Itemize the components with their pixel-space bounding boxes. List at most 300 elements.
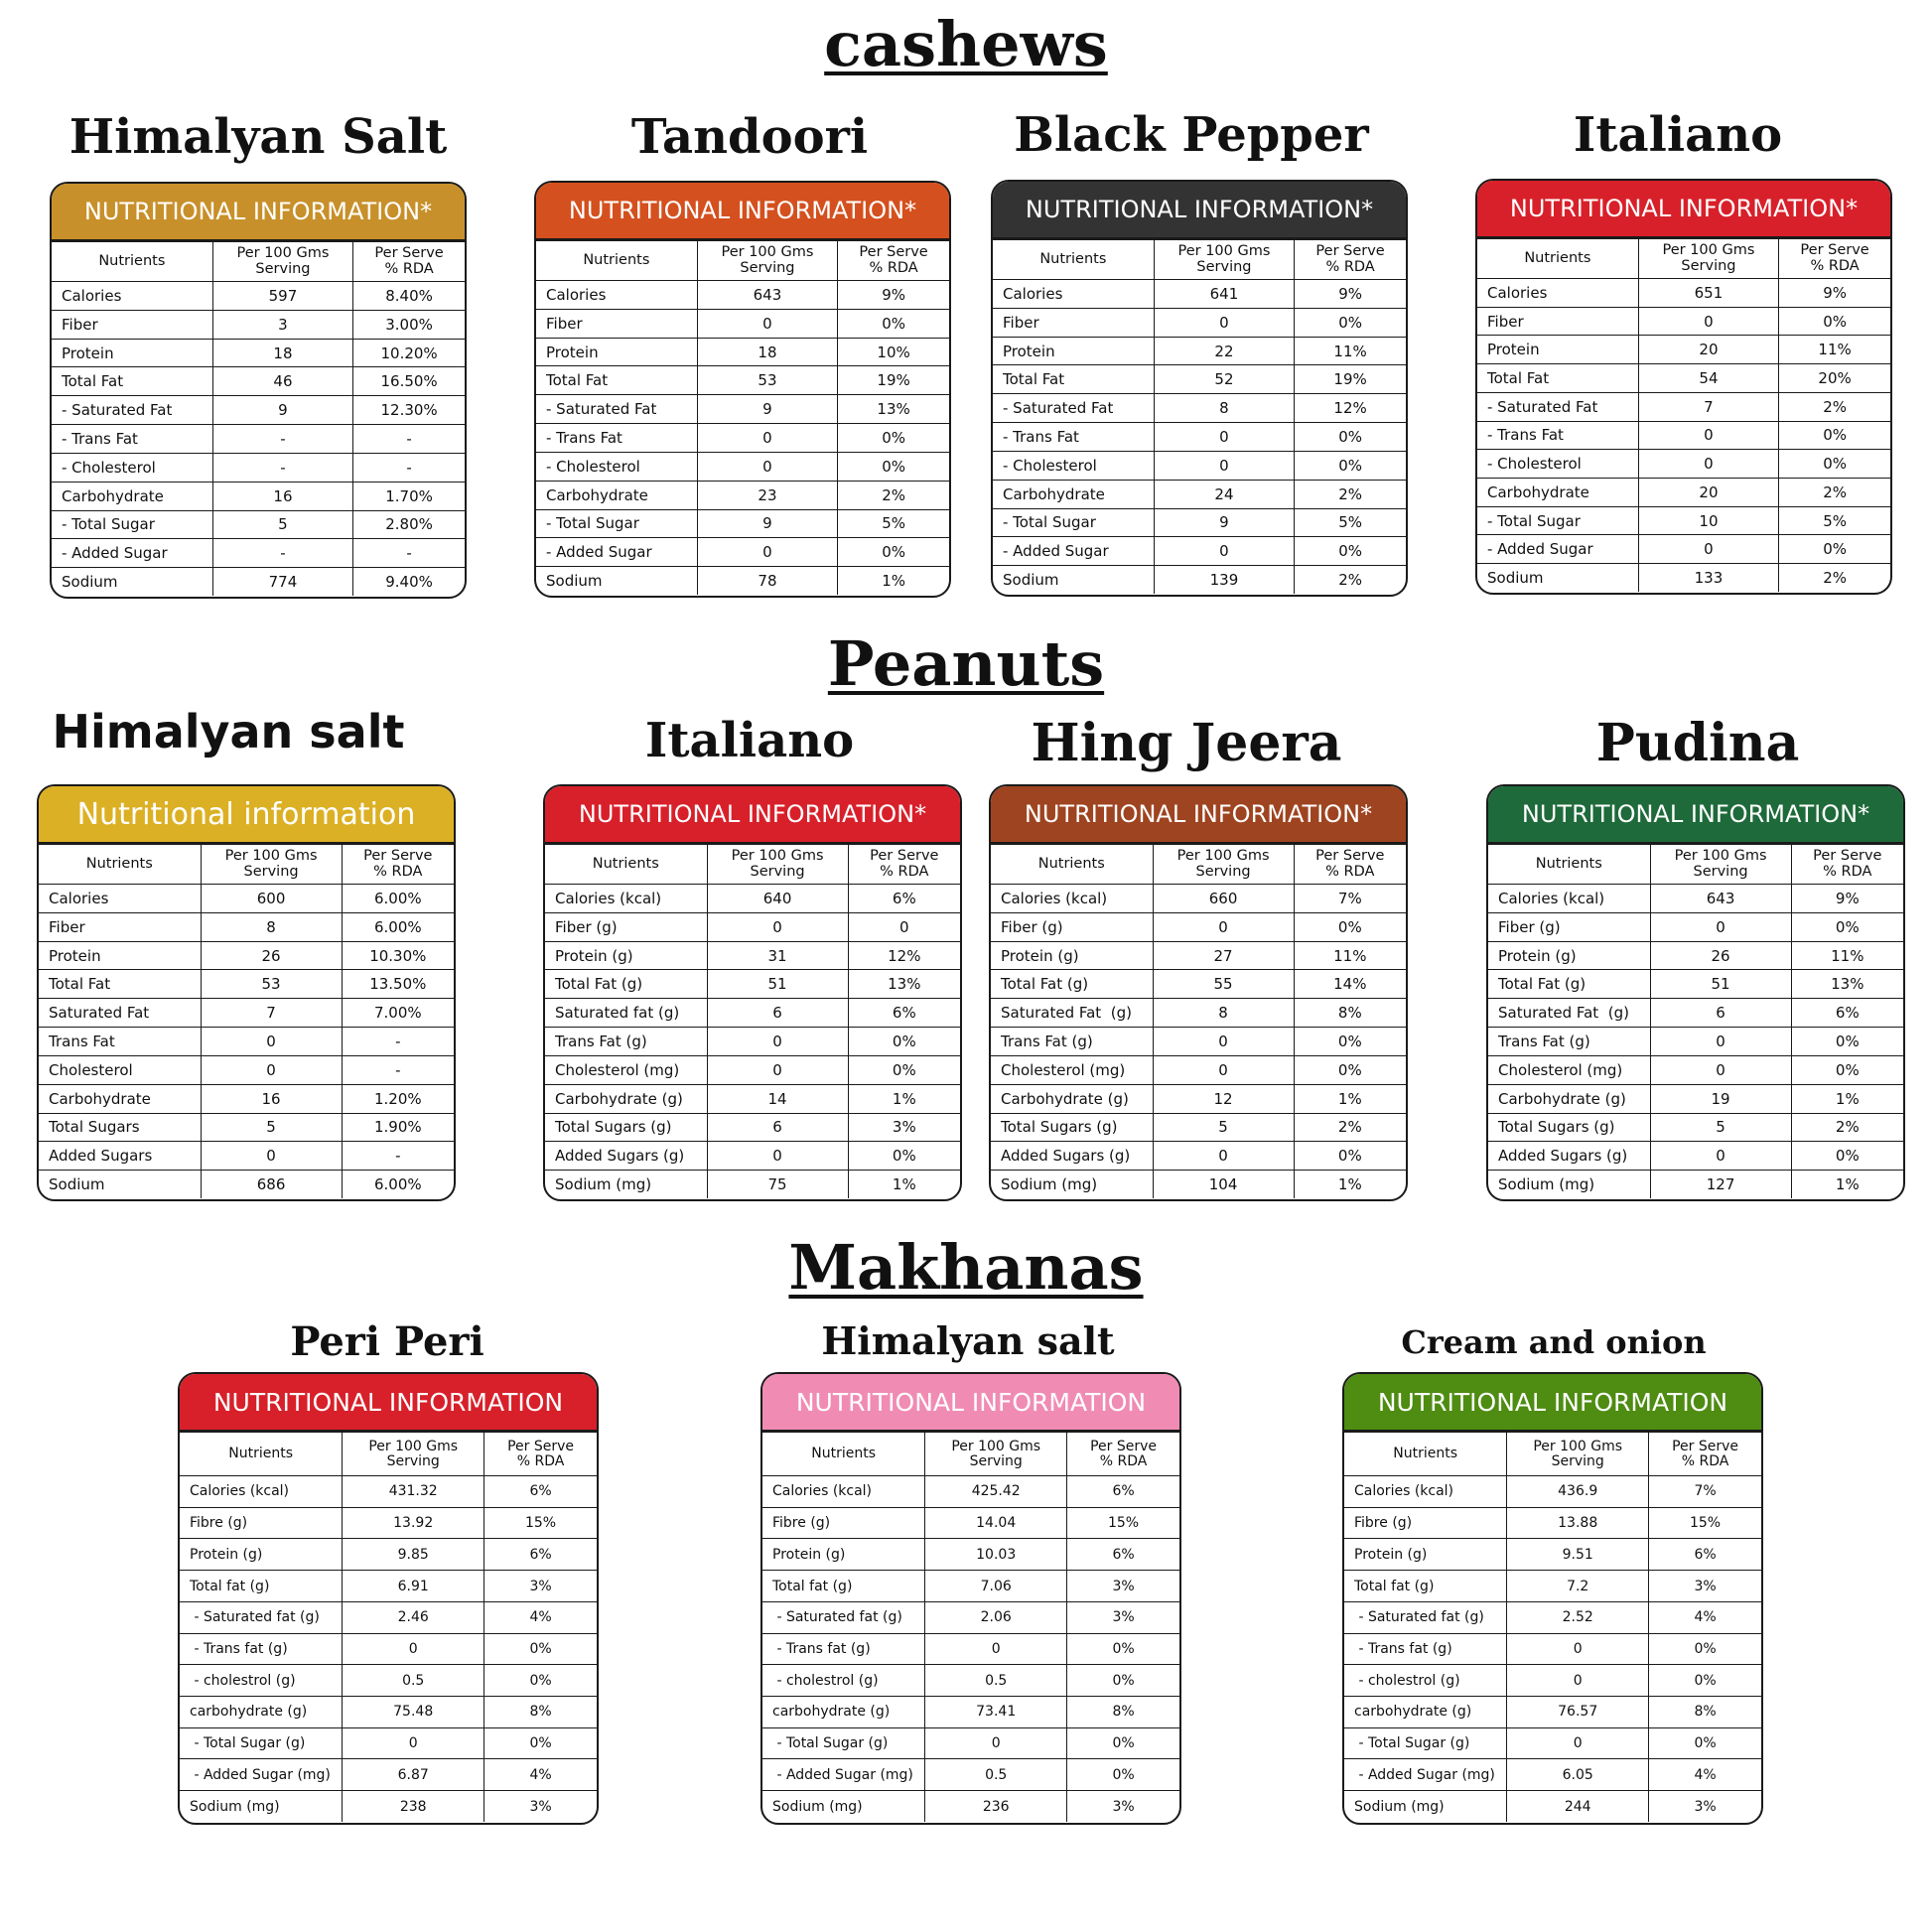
flavor-title: Himalyan Salt <box>69 109 448 165</box>
rda-value: 1% <box>1791 1084 1903 1113</box>
rda-value: 8% <box>1067 1697 1179 1728</box>
table-row <box>993 566 1406 595</box>
card-header: NUTRITIONAL INFORMATION <box>180 1374 597 1432</box>
nutrient-name: - Total Sugar <box>52 510 212 539</box>
rda-value: 0% <box>1067 1665 1179 1697</box>
nutrient-name: carbohydrate (g) <box>762 1697 925 1728</box>
table-row <box>536 567 949 596</box>
nutrient-name: Fiber (g) <box>545 912 707 941</box>
per-100g-value: 0 <box>201 1055 342 1084</box>
per-100g-value: 0 <box>697 538 837 567</box>
nutrient-name: - Trans Fat <box>536 424 697 453</box>
rda-value: 2% <box>1779 392 1890 421</box>
rda-value: 6.00% <box>342 1171 454 1199</box>
per-100g-value: 9.51 <box>1507 1539 1649 1571</box>
per-100g-value: 0 <box>343 1727 484 1759</box>
nutrition-card <box>543 784 962 1201</box>
rda-value: 8% <box>1294 999 1406 1028</box>
per-100g-value: 0 <box>1638 421 1778 450</box>
nutrient-name: Total Fat <box>993 365 1154 394</box>
table-row <box>536 366 949 395</box>
nutrient-name: Sodium (mg) <box>991 1171 1153 1199</box>
flavor-title: Himalyan salt <box>52 705 405 759</box>
rda-value: 1% <box>848 1171 960 1199</box>
table-row <box>52 310 465 339</box>
rda-value: 0% <box>484 1665 597 1697</box>
nutrient-name: - Added Sugar <box>1477 535 1638 564</box>
rda-value: 0% <box>1067 1633 1179 1665</box>
nutrient-name: Total Fat <box>52 367 212 396</box>
per-100g-value: 774 <box>212 568 352 597</box>
table-row <box>1344 1633 1761 1665</box>
header-nutrients: Nutrients <box>180 1433 343 1476</box>
table-header-row <box>991 845 1406 885</box>
header-nutrients: Nutrients <box>52 242 212 282</box>
per-100g-value: 0.5 <box>925 1759 1067 1791</box>
table-row <box>991 970 1406 999</box>
per-100g-value: 3 <box>212 310 352 339</box>
table-row <box>991 1171 1406 1199</box>
per-100g-value: 23 <box>697 481 837 509</box>
rda-value: - <box>342 1028 454 1056</box>
rda-value: 19% <box>1295 365 1406 394</box>
nutrient-name: Calories <box>993 280 1154 309</box>
nutrition-card <box>989 784 1408 1201</box>
per-100g-value: 6.87 <box>343 1759 484 1791</box>
header-rda: Per Serve % RDA <box>848 845 960 885</box>
table-row <box>39 1171 454 1199</box>
table-row <box>545 941 960 970</box>
header-per-100g: Per 100 Gms Serving <box>697 241 837 281</box>
nutrition-card <box>1486 784 1905 1201</box>
nutrient-name: Total Fat (g) <box>545 970 707 999</box>
nutrient-name: Sodium (mg) <box>545 1171 707 1199</box>
per-100g-value: 75 <box>707 1171 848 1199</box>
header-rda: Per Serve % RDA <box>1791 845 1903 885</box>
table-row <box>1488 1084 1903 1113</box>
nutrient-name: Carbohydrate <box>1477 479 1638 507</box>
per-100g-value: 0.5 <box>925 1665 1067 1697</box>
per-100g-value: 686 <box>201 1171 342 1199</box>
rda-value: 0% <box>1294 1055 1406 1084</box>
rda-value: 16.50% <box>353 367 465 396</box>
rda-value: 0% <box>484 1727 597 1759</box>
table-row <box>991 999 1406 1028</box>
nutrient-name: Fibre (g) <box>1344 1507 1507 1539</box>
card-header: NUTRITIONAL INFORMATION <box>1344 1374 1761 1432</box>
nutrient-name: - Trans fat (g) <box>1344 1633 1507 1665</box>
per-100g-value: 0 <box>1650 1142 1791 1171</box>
per-100g-value: 0 <box>1638 450 1778 479</box>
nutrition-table <box>762 1432 1179 1822</box>
nutrient-name: Sodium <box>1477 564 1638 593</box>
header-per-100g: Per 100 Gms Serving <box>201 845 342 885</box>
nutrient-name: Total Fat <box>39 970 201 999</box>
nutrient-name: Protein (g) <box>762 1539 925 1571</box>
per-100g-value: 18 <box>697 338 837 366</box>
per-100g-value: 0 <box>697 309 837 338</box>
per-100g-value: - <box>212 453 352 482</box>
per-100g-value: 31 <box>707 941 848 970</box>
table-row <box>39 1028 454 1056</box>
per-100g-value: 6.91 <box>343 1571 484 1602</box>
flavor-title: Italiano <box>1573 107 1783 163</box>
nutrient-name: Fiber <box>39 912 201 941</box>
header-per-100g: Per 100 Gms Serving <box>1507 1433 1649 1476</box>
nutrient-name: - Added Sugar (mg) <box>762 1759 925 1791</box>
header-rda: Per Serve % RDA <box>1295 240 1406 280</box>
rda-value: 14% <box>1294 970 1406 999</box>
per-100g-value: 0 <box>707 1055 848 1084</box>
rda-value: 1% <box>838 567 949 596</box>
per-100g-value: 18 <box>212 339 352 367</box>
rda-value: 3% <box>1649 1791 1761 1823</box>
rda-value: 3% <box>848 1113 960 1142</box>
per-100g-value: 238 <box>343 1791 484 1823</box>
nutrient-name: Saturated Fat (g) <box>991 999 1153 1028</box>
table-row <box>1344 1759 1761 1791</box>
nutrition-table <box>536 240 949 595</box>
rda-value: 0% <box>1067 1727 1179 1759</box>
rda-value: 0% <box>1294 1028 1406 1056</box>
rda-value: 0% <box>1067 1759 1179 1791</box>
rda-value: 3% <box>1067 1791 1179 1823</box>
table-row <box>762 1665 1179 1697</box>
table-row <box>1488 1028 1903 1056</box>
rda-value: 8.40% <box>353 282 465 311</box>
nutrient-name: Fiber (g) <box>991 912 1153 941</box>
header-nutrients: Nutrients <box>762 1433 925 1476</box>
table-row <box>1344 1507 1761 1539</box>
nutrient-name: Protein (g) <box>545 941 707 970</box>
table-row <box>1344 1601 1761 1633</box>
nutrition-card <box>760 1372 1181 1825</box>
rda-value: 9.40% <box>353 568 465 597</box>
per-100g-value: 2.06 <box>925 1601 1067 1633</box>
per-100g-value: 26 <box>1650 941 1791 970</box>
per-100g-value: 13.92 <box>343 1507 484 1539</box>
header-rda: Per Serve % RDA <box>1779 239 1890 279</box>
table-row <box>39 999 454 1028</box>
per-100g-value: 19 <box>1650 1084 1791 1113</box>
nutrient-name: Total Fat (g) <box>991 970 1153 999</box>
table-row <box>762 1571 1179 1602</box>
table-header-row <box>545 845 960 885</box>
per-100g-value: 10.03 <box>925 1539 1067 1571</box>
per-100g-value: 0 <box>1154 308 1294 337</box>
nutrient-name: Trans Fat (g) <box>545 1028 707 1056</box>
rda-value: 0% <box>1791 1028 1903 1056</box>
table-row <box>762 1791 1179 1823</box>
nutrient-name: Total Sugars <box>39 1113 201 1142</box>
header-nutrients: Nutrients <box>545 845 707 885</box>
header-nutrients: Nutrients <box>1344 1433 1507 1476</box>
rda-value: 3% <box>1067 1601 1179 1633</box>
table-row <box>545 1142 960 1171</box>
nutrient-name: Fiber <box>1477 307 1638 336</box>
table-row <box>993 280 1406 309</box>
per-100g-value: 14.04 <box>925 1507 1067 1539</box>
table-row <box>991 912 1406 941</box>
table-row <box>545 1055 960 1084</box>
nutrient-name: Carbohydrate (g) <box>545 1084 707 1113</box>
rda-value: 3% <box>484 1791 597 1823</box>
rda-value: 0% <box>1779 421 1890 450</box>
per-100g-value: 51 <box>1650 970 1791 999</box>
nutrient-name: Cholesterol (mg) <box>1488 1055 1650 1084</box>
nutrient-name: - Saturated Fat <box>1477 392 1638 421</box>
per-100g-value: 7 <box>1638 392 1778 421</box>
per-100g-value: 0 <box>697 452 837 481</box>
nutrient-name: Cholesterol (mg) <box>545 1055 707 1084</box>
rda-value: 6.00% <box>342 912 454 941</box>
table-row <box>52 510 465 539</box>
per-100g-value: 7.2 <box>1507 1571 1649 1602</box>
per-100g-value: 20 <box>1638 479 1778 507</box>
table-row <box>545 999 960 1028</box>
nutrient-name: Total Sugars (g) <box>991 1113 1153 1142</box>
nutrition-table <box>1477 238 1890 592</box>
rda-value: 0% <box>838 424 949 453</box>
per-100g-value: 6 <box>1650 999 1791 1028</box>
table-row <box>180 1727 597 1759</box>
table-row <box>993 423 1406 452</box>
nutrient-name: - Saturated Fat <box>993 394 1154 423</box>
header-rda: Per Serve % RDA <box>1067 1433 1179 1476</box>
header-rda: Per Serve % RDA <box>838 241 949 281</box>
per-100g-value: 0 <box>1638 307 1778 336</box>
rda-value: 3.00% <box>353 310 465 339</box>
nutrient-name: - Added Sugar <box>536 538 697 567</box>
header-per-100g: Per 100 Gms Serving <box>925 1433 1067 1476</box>
nutrient-name: Protein (g) <box>1488 941 1650 970</box>
table-row <box>180 1633 597 1665</box>
rda-value: 0% <box>1295 308 1406 337</box>
per-100g-value: 0 <box>1650 1055 1791 1084</box>
table-row <box>993 337 1406 365</box>
per-100g-value: 10 <box>1638 506 1778 535</box>
per-100g-value: 600 <box>201 885 342 913</box>
table-row <box>762 1633 1179 1665</box>
header-rda: Per Serve % RDA <box>342 845 454 885</box>
table-row <box>1477 392 1890 421</box>
rda-value: 0% <box>1779 307 1890 336</box>
rda-value: 9% <box>1791 885 1903 913</box>
nutrient-name: - Saturated Fat <box>52 396 212 425</box>
per-100g-value: 13.88 <box>1507 1507 1649 1539</box>
per-100g-value: - <box>212 539 352 568</box>
table-row <box>1488 1055 1903 1084</box>
rda-value: 6% <box>848 999 960 1028</box>
rda-value: 7% <box>1649 1476 1761 1508</box>
table-row <box>536 309 949 338</box>
nutrient-name: Calories (kcal) <box>762 1476 925 1508</box>
rda-value: 0% <box>1779 450 1890 479</box>
per-100g-value: 0 <box>1638 535 1778 564</box>
card-header: NUTRITIONAL INFORMATION* <box>1488 786 1903 844</box>
rda-value: 6.00% <box>342 885 454 913</box>
per-100g-value: 24 <box>1154 480 1294 508</box>
table-row <box>536 452 949 481</box>
table-row <box>536 338 949 366</box>
nutrient-name: Total Sugars (g) <box>1488 1113 1650 1142</box>
table-row <box>762 1697 1179 1728</box>
table-row <box>39 912 454 941</box>
table-row <box>545 1171 960 1199</box>
per-100g-value: 14 <box>707 1084 848 1113</box>
table-row <box>762 1507 1179 1539</box>
table-row <box>1488 912 1903 941</box>
per-100g-value: 8 <box>201 912 342 941</box>
rda-value: 13% <box>838 395 949 424</box>
per-100g-value: 5 <box>1153 1113 1294 1142</box>
nutrient-name: Saturated Fat (g) <box>1488 999 1650 1028</box>
per-100g-value: 0 <box>343 1633 484 1665</box>
nutrient-name: Added Sugars (g) <box>545 1142 707 1171</box>
rda-value: 1% <box>1294 1171 1406 1199</box>
table-row <box>762 1601 1179 1633</box>
table-row <box>180 1791 597 1823</box>
nutrition-card <box>534 181 951 598</box>
rda-value: 15% <box>484 1507 597 1539</box>
flavor-title: Hing Jeera <box>1031 713 1342 773</box>
nutrient-name: Carbohydrate (g) <box>991 1084 1153 1113</box>
rda-value: 5% <box>1779 506 1890 535</box>
table-row <box>991 1142 1406 1171</box>
nutrient-name: - Saturated fat (g) <box>1344 1601 1507 1633</box>
rda-value: 0% <box>1295 423 1406 452</box>
nutrition-table <box>180 1432 597 1822</box>
per-100g-value: 641 <box>1154 280 1294 309</box>
card-header: NUTRITIONAL INFORMATION* <box>1477 181 1890 238</box>
per-100g-value: 7.06 <box>925 1571 1067 1602</box>
rda-value: 0% <box>848 1142 960 1171</box>
rda-value: 6% <box>1067 1476 1179 1508</box>
per-100g-value: 20 <box>1638 336 1778 364</box>
rda-value: 9% <box>838 281 949 310</box>
nutrient-name: - Cholesterol <box>993 451 1154 480</box>
table-row <box>52 539 465 568</box>
card-header: NUTRITIONAL INFORMATION <box>762 1374 1179 1432</box>
table-header-row <box>1488 845 1903 885</box>
rda-value: 1% <box>848 1084 960 1113</box>
table-row <box>1477 364 1890 393</box>
nutrient-name: - cholestrol (g) <box>1344 1665 1507 1697</box>
per-100g-value: 16 <box>201 1084 342 1113</box>
header-nutrients: Nutrients <box>536 241 697 281</box>
rda-value: 4% <box>484 1601 597 1633</box>
rda-value: - <box>342 1142 454 1171</box>
nutrient-name: Trans Fat (g) <box>991 1028 1153 1056</box>
rda-value: 19% <box>838 366 949 395</box>
nutrient-name: - Trans Fat <box>1477 421 1638 450</box>
nutrition-table <box>52 241 465 596</box>
nutrition-table <box>1344 1432 1761 1822</box>
table-row <box>1344 1476 1761 1508</box>
rda-value: 15% <box>1067 1507 1179 1539</box>
rda-value: 0% <box>1294 912 1406 941</box>
per-100g-value: 54 <box>1638 364 1778 393</box>
header-per-100g: Per 100 Gms Serving <box>212 242 352 282</box>
per-100g-value: 0 <box>1153 1028 1294 1056</box>
rda-value: - <box>353 539 465 568</box>
table-row <box>536 509 949 538</box>
nutrient-name: Total Fat (g) <box>1488 970 1650 999</box>
rda-value: 9% <box>1295 280 1406 309</box>
rda-value: - <box>353 453 465 482</box>
table-row <box>180 1539 597 1571</box>
rda-value: 2% <box>1294 1113 1406 1142</box>
per-100g-value: 6.05 <box>1507 1759 1649 1791</box>
table-row <box>52 396 465 425</box>
per-100g-value: 0 <box>1154 423 1294 452</box>
rda-value: 0% <box>848 1055 960 1084</box>
per-100g-value: 0 <box>925 1727 1067 1759</box>
table-row <box>1488 999 1903 1028</box>
rda-value: 11% <box>1295 337 1406 365</box>
rda-value: 0% <box>1649 1727 1761 1759</box>
table-row <box>1344 1539 1761 1571</box>
nutrition-card <box>178 1372 599 1825</box>
rda-value: 2% <box>1779 564 1890 593</box>
table-row <box>536 281 949 310</box>
rda-value: 10.20% <box>353 339 465 367</box>
section-title-peanuts: Peanuts <box>827 627 1105 700</box>
nutrient-name: Fibre (g) <box>762 1507 925 1539</box>
nutrition-card <box>37 784 456 1201</box>
nutrient-name: Protein <box>52 339 212 367</box>
nutrient-name: Saturated Fat <box>39 999 201 1028</box>
per-100g-value: 53 <box>697 366 837 395</box>
per-100g-value: 104 <box>1153 1171 1294 1199</box>
rda-value: 0% <box>1649 1633 1761 1665</box>
nutrient-name: Trans Fat <box>39 1028 201 1056</box>
nutrient-name: Sodium (mg) <box>180 1791 343 1823</box>
table-row <box>545 1084 960 1113</box>
table-row <box>991 885 1406 913</box>
per-100g-value: 75.48 <box>343 1697 484 1728</box>
table-header-row <box>1344 1433 1761 1476</box>
nutrient-name: Calories (kcal) <box>991 885 1153 913</box>
nutrient-name: Protein (g) <box>991 941 1153 970</box>
per-100g-value: 244 <box>1507 1791 1649 1823</box>
nutrient-name: carbohydrate (g) <box>1344 1697 1507 1728</box>
flavor-title: Black Pepper <box>1014 107 1369 163</box>
table-row <box>1488 970 1903 999</box>
nutrient-name: Added Sugars (g) <box>991 1142 1153 1171</box>
header-rda: Per Serve % RDA <box>353 242 465 282</box>
per-100g-value: 8 <box>1153 999 1294 1028</box>
table-row <box>1477 564 1890 593</box>
table-row <box>1488 1171 1903 1199</box>
per-100g-value: 651 <box>1638 279 1778 308</box>
nutrient-name: Fiber <box>993 308 1154 337</box>
per-100g-value: 52 <box>1154 365 1294 394</box>
table-header-row <box>762 1433 1179 1476</box>
rda-value: 0% <box>1294 1142 1406 1171</box>
table-row <box>1488 885 1903 913</box>
header-nutrients: Nutrients <box>1488 845 1650 885</box>
nutrient-name: Cholesterol (mg) <box>991 1055 1153 1084</box>
rda-value: 3% <box>1067 1571 1179 1602</box>
nutrient-name: - Total Sugar (g) <box>180 1727 343 1759</box>
table-row <box>991 1028 1406 1056</box>
nutrient-name: - Added Sugar (mg) <box>1344 1759 1507 1791</box>
nutrient-name: Sodium (mg) <box>762 1791 925 1823</box>
rda-value: 4% <box>484 1759 597 1791</box>
section-title-makhanas: Makhanas <box>788 1231 1144 1304</box>
rda-value: 0% <box>1791 912 1903 941</box>
